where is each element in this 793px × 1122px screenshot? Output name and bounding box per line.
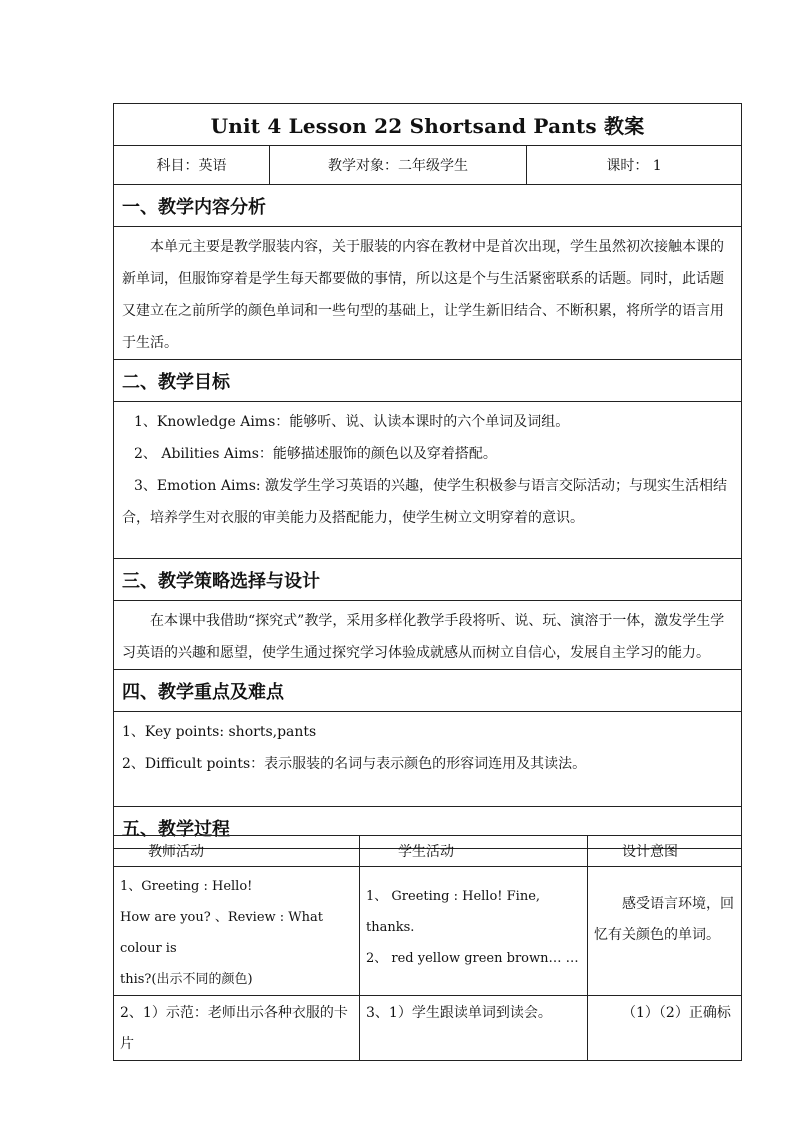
column-header-student: 学生活动 [360,836,588,867]
design-intent-text: （1）（2）正确标 [622,1005,731,1021]
section-heading-objectives: 二、教学目标 [114,360,742,402]
student-activity-line: 2、 red yellow green brown… … [366,951,579,966]
table-row [114,996,742,1061]
audience-cell: 教学对象：二年级学生 [270,146,527,185]
section-heading-process: 五、教学过程 [114,807,742,849]
content-analysis-text: 本单元主要是教学服装内容，关于服装的内容在教材中是首次出现，学生虽然初次接触本课的新单词，但服饰穿着是学生每天都要做的事情，所以这是个与生活紧密联系的话题。同时，此话题又建立在之前所学的颜色单词和一些句型的基础上，让学生新旧结合、不断积累，将所学的语言用于生活。 [122,239,724,351]
strategy-text: 在本课中我借助“探究式”教学，采用多样化教学手段将听、说、玩、演溶于一体，激发学生学习英语的兴趣和愿望，使学生通过探究学习体验成就感从而树立自信心，发展自主学习的能力。 [122,613,725,661]
design-intent-cell [588,867,742,996]
column-header-intent: 设计意图 [588,836,742,867]
period-cell: 课时： 1 [527,146,742,185]
document-title: Unit 4 Lesson 22 Shortsand Pants 教案 [114,104,742,146]
student-activity-cell [360,867,588,996]
objective-item: 3、Emotion Aims: 激发学生学习英语的兴趣，使学生积极参与语言交际活动；与现实生活相结合，培养学生对衣服的审美能力及搭配能力，使学生树立文明穿着的意识。 [122,478,728,526]
design-intent-cell [588,996,742,1061]
header-table [113,103,742,849]
section-heading-content-analysis: 一、教学内容分析 [114,185,742,227]
section-heading-key-points: 四、教学重点及难点 [114,670,742,712]
student-activity-line: 1、 Greeting : Hello! Fine, thanks. [366,889,541,935]
objective-item: 2、 Abilities Aims：能够描述服饰的颜色以及穿着搭配。 [134,446,497,462]
key-point-item: 1、Key points: shorts,pants [122,724,317,740]
column-header-teacher: 教师活动 [114,836,360,867]
teacher-activity-cell [114,996,360,1061]
student-activity-cell [360,996,588,1061]
objective-item: 1、Knowledge Aims：能够听、说、认读本课时的六个单词及词组。 [134,414,570,430]
table-row [114,867,742,996]
student-activity-line: 3、1）学生跟读单词到读会。 [366,1005,552,1021]
key-points-body [114,712,742,807]
teacher-activity-line: 2、1）示范：老师出示各种衣服的卡片 [120,1005,348,1052]
content-analysis-body [114,227,742,360]
key-point-item: 2、Difficult points：表示服装的名词与表示颜色的形容词连用及其读法。 [122,756,587,772]
teacher-activity-line: 1、Greeting : Hello! [120,879,253,894]
teacher-activity-line: this?(出示不同的颜色) [120,972,253,987]
section-heading-strategy: 三、教学策略选择与设计 [114,559,742,601]
strategy-body [114,601,742,670]
design-intent-text: 感受语言环境，回忆有关颜色的单词。 [594,896,734,943]
teacher-activity-cell [114,867,360,996]
objectives-body [114,402,742,559]
teacher-activity-line: How are you? 、Review : What colour is [120,910,324,956]
subject-cell: 科目：英语 [114,146,270,185]
process-table [113,835,742,1061]
